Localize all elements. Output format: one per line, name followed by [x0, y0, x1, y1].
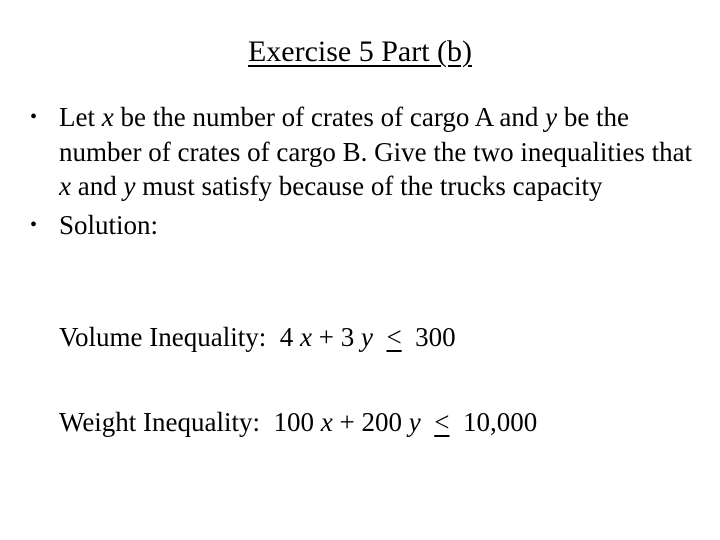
weight-relation: <: [434, 407, 450, 437]
weight-inequality-label: Weight Inequality:: [59, 407, 261, 437]
text-segment: and: [70, 171, 124, 201]
weight-var-y: y: [408, 407, 421, 437]
weight-plus: +: [339, 407, 355, 437]
text-segment: must satisfy because of the trucks capacity: [135, 171, 603, 201]
weight-var-x: x: [320, 407, 333, 437]
bullet-list: [30, 100, 700, 246]
volume-var-y: y: [360, 322, 373, 352]
text-segment: be the number of crates of cargo B. Give the two inequalities that: [59, 102, 693, 167]
variable-x: x: [101, 102, 114, 132]
volume-var-x: x: [299, 322, 312, 352]
variable-y: y: [545, 102, 558, 132]
slide-title-text: Exercise 5 Part (b): [247, 35, 473, 68]
volume-relation: <: [386, 322, 402, 352]
volume-plus: +: [318, 322, 334, 352]
text-segment: be the number of crates of cargo A and: [113, 102, 546, 132]
text-segment: Let: [59, 102, 102, 132]
slide-title: [0, 32, 720, 72]
solution-label: Solution:: [59, 209, 159, 240]
variable-y: y: [123, 171, 136, 201]
variable-x: x: [59, 171, 71, 201]
volume-inequality-label: Volume Inequality:: [59, 322, 267, 352]
volume-coef-y: 3: [340, 322, 355, 352]
weight-inequality: [59, 405, 537, 439]
bullet-glyph: •: [30, 213, 38, 236]
volume-rhs: 300: [415, 322, 456, 352]
bullet-item-solution: [30, 208, 700, 243]
bullet-item-question: [30, 100, 700, 204]
volume-inequality: [59, 320, 456, 354]
weight-coef-y: 200: [361, 407, 402, 437]
weight-coef-x: 100: [273, 407, 315, 437]
question-text: [59, 102, 692, 201]
bullet-glyph: •: [30, 106, 38, 128]
weight-rhs: 10,000: [462, 407, 538, 437]
volume-coef-x: 4: [279, 322, 294, 352]
